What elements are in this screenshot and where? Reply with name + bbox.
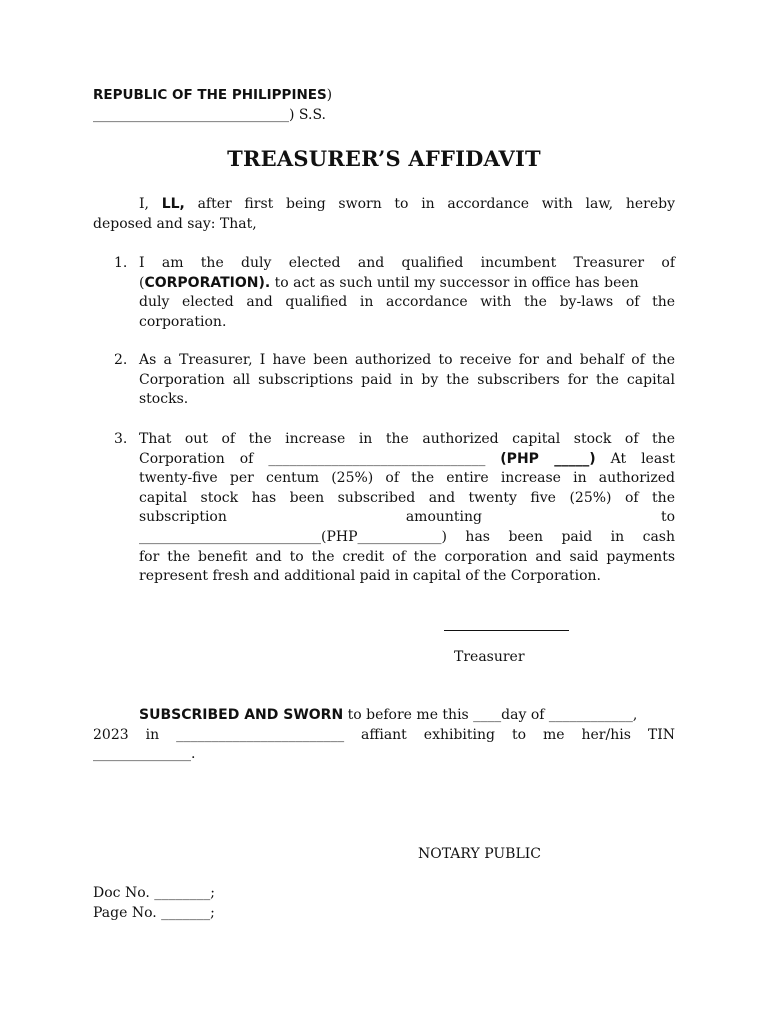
notary-label: NOTARY PUBLIC [418,846,542,862]
doc-number: Doc No. ________; [93,885,215,901]
page-number: Page No. _______; [93,905,215,921]
venue-city-line [93,107,326,123]
venue-country: REPUBLIC OF THE PHILIPPINES [93,87,327,103]
list-item: 3. That out of the increase in the authorized capital stock of the Corporation of _______________________________ (PHP _____) At least twenty-five per centum (25%) of the entire increase in authorized capital stock has been subscribed and twenty five (25%) of the subscription amounting to __________________________(PHP____________) has been paid in cash for the benefit and to the credit of the corporation and said payments represent fresh and additional paid in capital of the Corporation. [114,431,676,585]
jurat-line-3: ______________. [93,746,196,763]
php-amount-blank: (PHP _____) [500,450,596,467]
corporation-name: CORPORATION). [144,274,271,291]
venue-country-line [93,87,332,103]
venue-paren: ) [326,87,332,103]
affiant-name: LL, [161,196,185,212]
list-item: 1. I am the duly elected and qualified incumbent Treasurer of (CORPORATION). to act as such until my successor in office has been duly elected and qualified in accordance with the by-laws of the corporation. [114,255,675,330]
item-number: 1. [114,255,128,271]
item-number: 3. [114,431,128,447]
intro-line-2: deposed and say: That, [93,215,257,232]
intro-paragraph [93,195,675,234]
list-item: 2. As a Treasurer, I have been authorized to receive for and behalf of the Corporation all subscriptions paid in by the subscribers for the capital stocks. [114,352,675,408]
jurat-lead: SUBSCRIBED AND SWORN [139,707,344,723]
jurat-paragraph [93,706,675,765]
document-title: TREASURER’S AFFIDAVIT [227,146,541,171]
jurat-line-2: 2023 in ________________________ affiant exhibiting to me her/his TIN [93,726,675,743]
item-number: 2. [114,352,128,368]
signature-line [444,630,569,631]
capital-amount-blank: _______________________________ [268,450,486,467]
signature-label: Treasurer [454,649,525,665]
venue-city-blank: ____________________________ [93,107,289,123]
intro-line-1: I, LL, after first being sworn to in accordance with law, hereby [139,196,676,212]
jurat-line-1: SUBSCRIBED AND SWORN to before me this ____day of ____________, [139,707,638,723]
venue-ss: ) S.S. [289,107,326,123]
